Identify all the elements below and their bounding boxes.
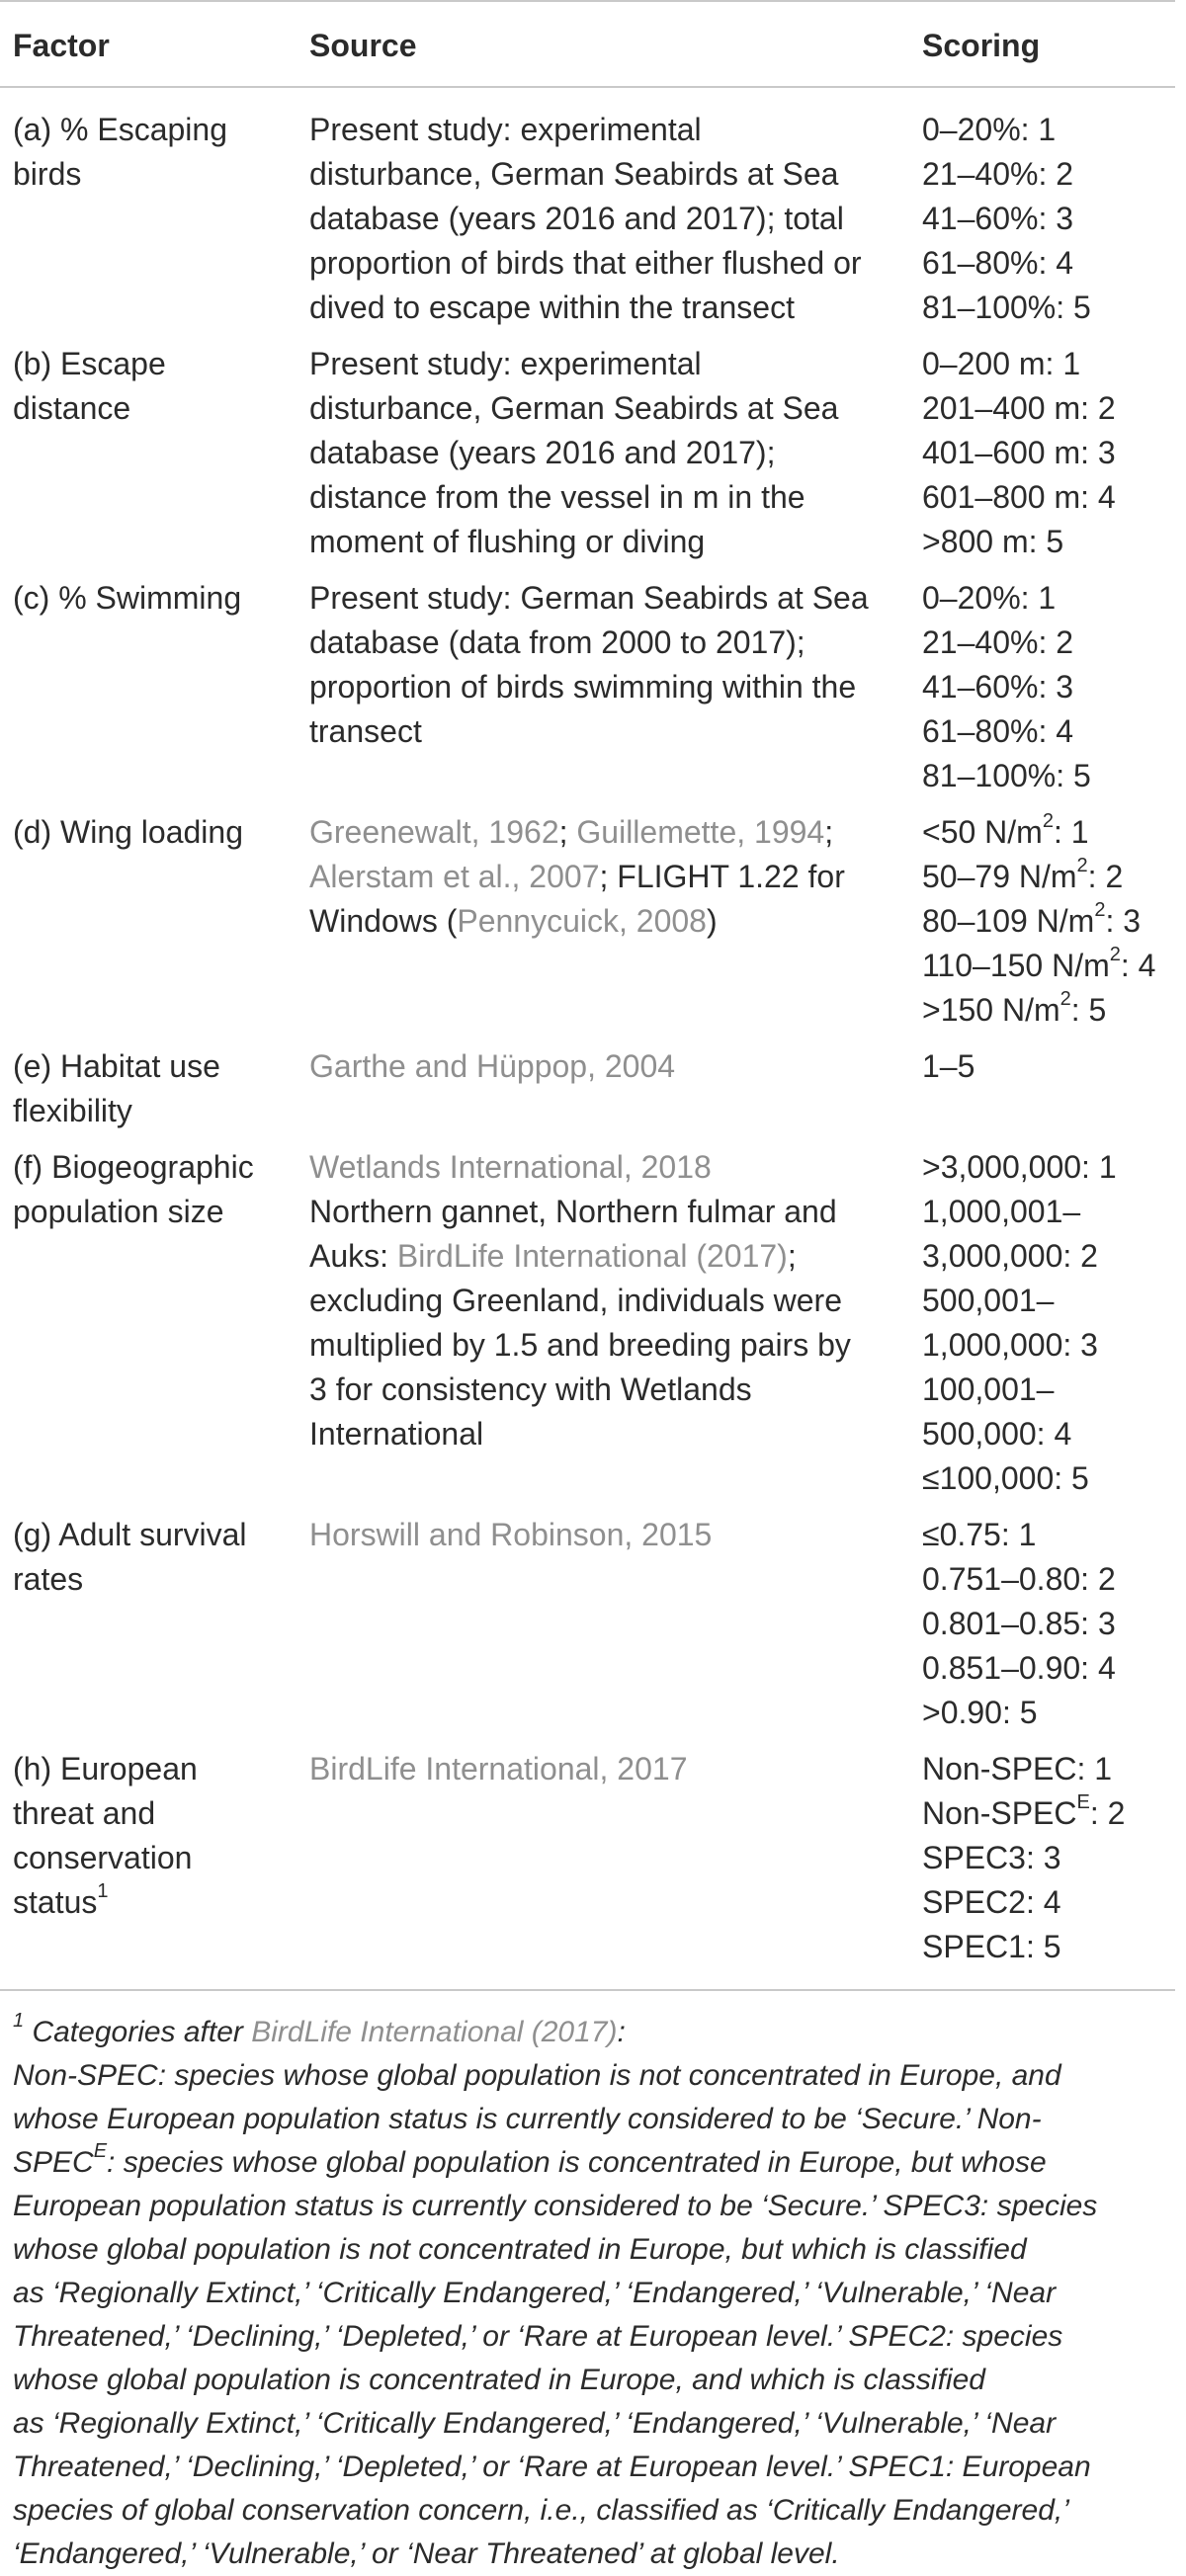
scoring-cell bbox=[909, 87, 1175, 342]
citation-link[interactable]: Pennycuick, 2008 bbox=[457, 903, 707, 939]
source-cell bbox=[296, 810, 909, 1044]
source-text: dived to escape within the transect bbox=[309, 290, 795, 325]
source-text: disturbance, German Seabirds at Sea bbox=[309, 156, 839, 192]
source-text: excluding Greenland, individuals were bbox=[309, 1283, 842, 1318]
source-line bbox=[309, 810, 903, 855]
scoring-text: 61–80%: 4 bbox=[922, 245, 1074, 281]
source-text: proportion of birds that either flushed or bbox=[309, 245, 862, 281]
factor-cell bbox=[0, 810, 296, 1044]
footnote-text: Threatened,’ ‘Declining,’ ‘Depleted,’ or ‘Rare at European level.’ SPEC1: European bbox=[13, 2451, 1091, 2483]
scoring-text: : 3 bbox=[1105, 903, 1142, 939]
scoring-text: : 2 bbox=[1087, 859, 1124, 894]
scoring-text: SPEC3: 3 bbox=[922, 1840, 1061, 1875]
scoring-text: ≤100,000: 5 bbox=[922, 1460, 1089, 1496]
footnote-text: as ‘Regionally Extinct,’ ‘Critically Endangered,’ ‘Endangered,’ ‘Vulnerable,’ ‘Near bbox=[13, 2407, 1057, 2440]
source-cell bbox=[296, 1145, 909, 1513]
scoring-text: >150 N/m bbox=[922, 992, 1060, 1028]
source-cell bbox=[296, 342, 909, 576]
source-text: ; bbox=[787, 1238, 797, 1274]
table-footnote bbox=[0, 1991, 1175, 2576]
scoring-cell bbox=[909, 342, 1175, 576]
scoring-text: 0–20%: 1 bbox=[922, 112, 1057, 147]
scoring-line bbox=[922, 855, 1169, 899]
scoring-text: 81–100%: 5 bbox=[922, 290, 1091, 325]
footnote-text: Threatened,’ ‘Declining,’ ‘Depleted,’ or ‘Rare at European level.’ SPEC2: species bbox=[13, 2320, 1063, 2353]
factor-text: birds bbox=[13, 156, 82, 192]
footnote-intro bbox=[13, 2011, 1169, 2054]
source-text: Windows ( bbox=[309, 903, 458, 939]
scoring-text: ≤0.75: 1 bbox=[922, 1517, 1037, 1552]
footnote-text: : species whose global population is concentrated in Europe, but whose bbox=[107, 2146, 1047, 2179]
citation-link[interactable]: BirdLife International (2017) bbox=[396, 1238, 788, 1274]
scoring-cell bbox=[909, 1044, 1175, 1145]
scoring-text: 1,000,001– bbox=[922, 1194, 1081, 1229]
factor-text: (h) European bbox=[13, 1751, 198, 1787]
footnote-text: as ‘Regionally Extinct,’ ‘Critically Endangered,’ ‘Endangered,’ ‘Vulnerable,’ ‘Near bbox=[13, 2277, 1057, 2309]
citation-link[interactable]: BirdLife International, 2017 bbox=[309, 1751, 688, 1787]
scoring-text: 201–400 m: 2 bbox=[922, 390, 1116, 426]
source-cell bbox=[296, 1747, 909, 1990]
scoring-text: >3,000,000: 1 bbox=[922, 1149, 1117, 1185]
scoring-text: <50 N/m bbox=[922, 814, 1043, 850]
scoring-text: 21–40%: 2 bbox=[922, 624, 1074, 660]
citation-link[interactable]: Greenewalt, 1962 bbox=[309, 814, 559, 850]
table-row bbox=[0, 1145, 1175, 1513]
table-row bbox=[0, 1044, 1175, 1145]
factor-line bbox=[13, 1880, 291, 1925]
superscript: 2 bbox=[1059, 988, 1071, 1011]
scoring-text: 110–150 N/m bbox=[922, 948, 1110, 983]
footnote-text: European population status is currently considered to be ‘Secure.’ SPEC3: species bbox=[13, 2190, 1098, 2222]
superscript: 2 bbox=[1076, 855, 1088, 877]
factor-cell bbox=[0, 1513, 296, 1747]
scoring-text: : 2 bbox=[1089, 1795, 1126, 1831]
factor-text: (c) % Swimming bbox=[13, 580, 242, 616]
scoring-text: 0.851–0.90: 4 bbox=[922, 1650, 1116, 1686]
scoring-text: 500,001– bbox=[922, 1283, 1055, 1318]
factor-text: (f) Biogeographic bbox=[13, 1149, 254, 1185]
scoring-text: 41–60%: 3 bbox=[922, 201, 1074, 236]
scoring-text: 100,001– bbox=[922, 1371, 1055, 1407]
footnote-text: SPEC bbox=[13, 2146, 94, 2179]
factor-text: threat and bbox=[13, 1795, 156, 1831]
citation-link[interactable]: Horswill and Robinson, 2015 bbox=[309, 1517, 713, 1552]
source-cell bbox=[296, 87, 909, 342]
superscript: 2 bbox=[1094, 899, 1106, 922]
source-text: Present study: experimental bbox=[309, 112, 702, 147]
scoring-text: 41–60%: 3 bbox=[922, 669, 1074, 705]
scoring-line bbox=[922, 944, 1169, 988]
scoring-text: 0–20%: 1 bbox=[922, 580, 1057, 616]
source-text: ; FLIGHT 1.22 for bbox=[599, 859, 845, 894]
scoring-cell bbox=[909, 1513, 1175, 1747]
source-text: Present study: experimental bbox=[309, 346, 702, 381]
scoring-text: 50–79 N/m bbox=[922, 859, 1077, 894]
scoring-line bbox=[922, 988, 1169, 1033]
header-scoring: Scoring bbox=[909, 1, 1175, 87]
source-line bbox=[309, 1234, 903, 1279]
table-row bbox=[0, 1747, 1175, 1990]
footnote-text: whose global population is not concentrated in Europe, but which is classified bbox=[13, 2233, 1027, 2266]
scoring-text: >0.90: 5 bbox=[922, 1695, 1038, 1730]
footnote-marker: 1 bbox=[97, 1880, 109, 1903]
footnote-text: whose European population status is currently considered to be ‘Secure.’ Non- bbox=[13, 2103, 1042, 2135]
scoring-text: 3,000,000: 2 bbox=[922, 1238, 1098, 1274]
source-cell bbox=[296, 1513, 909, 1747]
source-text: ; bbox=[558, 814, 577, 850]
source-text: multiplied by 1.5 and breeding pairs by bbox=[309, 1327, 851, 1363]
scoring-text: 81–100%: 5 bbox=[922, 758, 1091, 793]
factor-text: conservation bbox=[13, 1840, 193, 1875]
scoring-text: SPEC2: 4 bbox=[922, 1884, 1061, 1920]
scoring-text: 0.751–0.80: 2 bbox=[922, 1561, 1116, 1597]
source-text: Present study: German Seabirds at Sea bbox=[309, 580, 869, 616]
table-row bbox=[0, 576, 1175, 810]
footnote-text: : bbox=[617, 2016, 626, 2048]
table-row bbox=[0, 87, 1175, 342]
scoring-line bbox=[922, 810, 1169, 855]
source-text: Northern gannet, Northern fulmar and bbox=[309, 1194, 837, 1229]
factor-cell bbox=[0, 1747, 296, 1990]
source-line bbox=[309, 899, 903, 944]
scoring-text: 21–40%: 2 bbox=[922, 156, 1074, 192]
scoring-line bbox=[922, 899, 1169, 944]
source-line bbox=[309, 855, 903, 899]
superscript: E bbox=[1076, 1791, 1090, 1814]
header-factor: Factor bbox=[0, 1, 296, 87]
scoring-text: : 5 bbox=[1070, 992, 1107, 1028]
factor-text: status bbox=[13, 1884, 98, 1920]
table-row bbox=[0, 1513, 1175, 1747]
scoring-text: 0.801–0.85: 3 bbox=[922, 1606, 1116, 1641]
superscript: 2 bbox=[1109, 944, 1121, 966]
source-cell bbox=[296, 576, 909, 810]
footnote-text: species of global conservation concern, i.e., classified as ‘Critically Endangered,’ bbox=[13, 2494, 1069, 2527]
factor-cell bbox=[0, 342, 296, 576]
scoring-line bbox=[922, 1880, 1169, 1925]
footnote-text: Categories after bbox=[24, 2016, 252, 2048]
superscript: E bbox=[93, 2140, 108, 2162]
source-text: database (data from 2000 to 2017); bbox=[309, 624, 805, 660]
factor-text: (d) Wing loading bbox=[13, 814, 243, 850]
scoring-text: 601–800 m: 4 bbox=[922, 479, 1116, 515]
source-text: transect bbox=[309, 713, 422, 749]
factor-text: (b) Escape bbox=[13, 346, 166, 381]
footnote-text: Non-SPEC: species whose global population is not concentrated in Europe, and bbox=[13, 2059, 1061, 2092]
factor-cell bbox=[0, 87, 296, 342]
citation-link[interactable]: Garthe and Hüppop, 2004 bbox=[309, 1048, 676, 1084]
source-text: ) bbox=[706, 903, 718, 939]
superscript: 2 bbox=[1042, 810, 1054, 833]
footnote-marker: 1 bbox=[13, 2010, 25, 2032]
table-row bbox=[0, 810, 1175, 1044]
header-source: Source bbox=[296, 1, 909, 87]
scoring-text: SPEC1: 5 bbox=[922, 1929, 1061, 1964]
footnote-text: whose global population is concentrated in Europe, and which is classified bbox=[13, 2364, 985, 2396]
source-text: disturbance, German Seabirds at Sea bbox=[309, 390, 839, 426]
factor-text: distance bbox=[13, 390, 131, 426]
factor-text: population size bbox=[13, 1194, 224, 1229]
factor-text: rates bbox=[13, 1561, 84, 1597]
factor-cell bbox=[0, 1145, 296, 1513]
factor-text: (a) % Escaping bbox=[13, 112, 227, 147]
source-text: 3 for consistency with Wetlands bbox=[309, 1371, 752, 1407]
scoring-cell bbox=[909, 576, 1175, 810]
source-text: moment of flushing or diving bbox=[309, 524, 706, 559]
factor-text: (e) Habitat use bbox=[13, 1048, 220, 1084]
citation-link[interactable]: BirdLife International (2017) bbox=[251, 2016, 618, 2048]
source-cell bbox=[296, 1044, 909, 1145]
source-text: ; bbox=[824, 814, 834, 850]
scoring-text: Non-SPEC: 1 bbox=[922, 1751, 1113, 1787]
scoring-text: 1–5 bbox=[922, 1048, 975, 1084]
footnote-line bbox=[13, 2141, 1169, 2185]
factor-text: flexibility bbox=[13, 1093, 132, 1128]
source-text: database (years 2016 and 2017); total bbox=[309, 201, 844, 236]
table-row bbox=[0, 342, 1175, 576]
scoring-line bbox=[922, 1791, 1169, 1836]
citation-link[interactable]: Guillemette, 1994 bbox=[576, 814, 825, 850]
table-header-row bbox=[0, 1, 1175, 87]
scoring-cell bbox=[909, 810, 1175, 1044]
scoring-line bbox=[922, 1747, 1169, 1791]
factor-text: (g) Adult survival bbox=[13, 1517, 247, 1552]
source-text: International bbox=[309, 1416, 484, 1452]
scoring-text: 61–80%: 4 bbox=[922, 713, 1074, 749]
scoring-text: 1,000,000: 3 bbox=[922, 1327, 1098, 1363]
source-text: proportion of birds swimming within the bbox=[309, 669, 857, 705]
footnote-text: ‘Endangered,’ ‘Vulnerable,’ or ‘Near Threatened’ at global level. bbox=[13, 2537, 840, 2570]
scoring-line bbox=[922, 1836, 1169, 1880]
scoring-text: 401–600 m: 3 bbox=[922, 435, 1116, 470]
source-text: Auks: bbox=[309, 1238, 397, 1274]
source-text: database (years 2016 and 2017); bbox=[309, 435, 776, 470]
scoring-text: Non-SPEC bbox=[922, 1795, 1077, 1831]
scoring-text: 0–200 m: 1 bbox=[922, 346, 1081, 381]
citation-link[interactable]: Alerstam et al., 2007 bbox=[309, 859, 600, 894]
scoring-text: 80–109 N/m bbox=[922, 903, 1095, 939]
scoring-cell bbox=[909, 1145, 1175, 1513]
scoring-cell bbox=[909, 1747, 1175, 1990]
citation-link[interactable]: Wetlands International, 2018 bbox=[309, 1149, 712, 1185]
scoring-text: 500,000: 4 bbox=[922, 1416, 1072, 1452]
factor-cell bbox=[0, 576, 296, 810]
scoring-line bbox=[922, 1925, 1169, 1969]
source-text: distance from the vessel in m in the bbox=[309, 479, 805, 515]
factor-cell bbox=[0, 1044, 296, 1145]
scoring-text: >800 m: 5 bbox=[922, 524, 1064, 559]
scoring-text: : 1 bbox=[1053, 814, 1089, 850]
scoring-text: : 4 bbox=[1120, 948, 1156, 983]
